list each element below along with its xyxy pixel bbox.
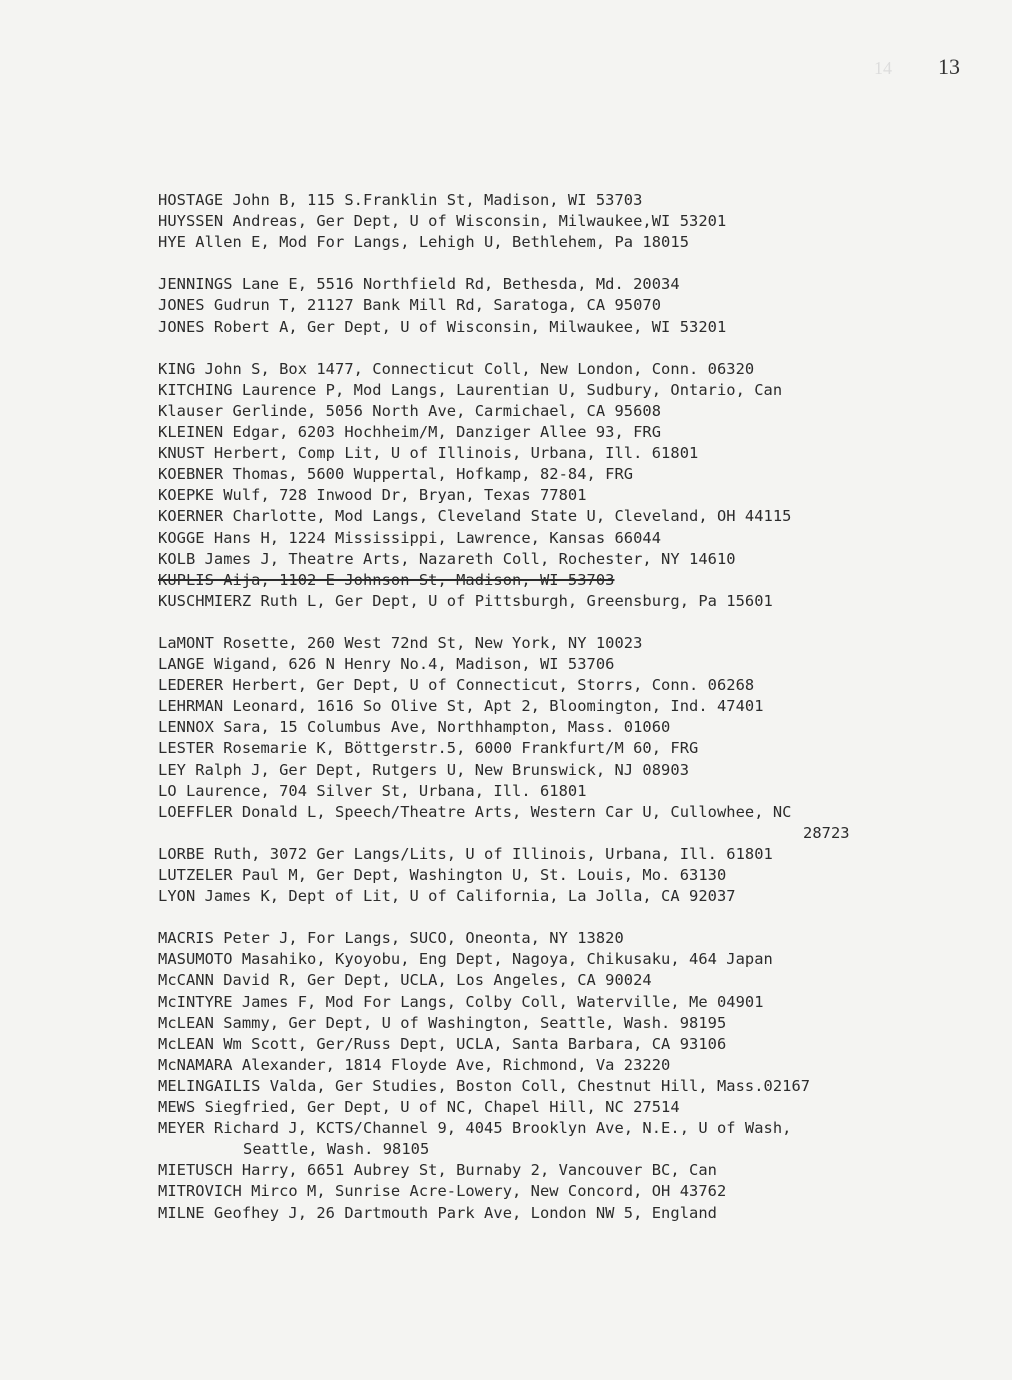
group-spacer [158,253,958,274]
directory-entry: McCANN David R, Ger Dept, UCLA, Los Angeles, CA 90024 [158,971,652,990]
directory-entry: LEHRMAN Leonard, 1616 So Olive St, Apt 2, Bloomington, Ind. 47401 [158,697,764,716]
directory-entry: McINTYRE James F, Mod For Langs, Colby Coll, Waterville, Me 04901 [158,992,764,1011]
directory-entry: LEDERER Herbert, Ger Dept, U of Connecticut, Storrs, Conn. 06268 [158,676,755,695]
directory-entry: KUSCHMIERZ Ruth L, Ger Dept, U of Pittsburgh, Greensburg, Pa 15601 [158,591,773,610]
directory-entry: LOEFFLER Donald L, Speech/Theatre Arts, Western Car U, Cullowhee, NC [158,802,792,821]
directory-entry: MASUMOTO Masahiko, Kyoyobu, Eng Dept, Nagoya, Chikusaku, 464 Japan [158,950,773,969]
directory-entry: LENNOX Sara, 15 Columbus Ave, Northhampton, Mass. 01060 [158,718,671,737]
directory-entry: JONES Gudrun T, 21127 Bank Mill Rd, Saratoga, CA 95070 [158,296,662,315]
directory-entry: LaMONT Rosette, 260 West 72nd St, New York, NY 10023 [158,633,643,652]
directory-entry: LO Laurence, 704 Silver St, Urbana, Ill. 61801 [158,781,587,800]
group-l [158,633,958,907]
faint-corner-mark: 14 [874,58,892,78]
directory-entry: HOSTAGE John B, 115 S.Franklin St, Madison, WI 53703 [158,191,643,209]
directory-entry: LYON James K, Dept of Lit, U of California, La Jolla, CA 92037 [158,887,736,906]
directory-entry: LORBE Ruth, 3072 Ger Langs/Lits, U of Illinois, Urbana, Ill. 61801 [158,844,773,863]
group-h [158,190,958,253]
directory-entry: MACRIS Peter J, For Langs, SUCO, Oneonta, NY 13820 [158,929,624,948]
directory-entry: KNUST Herbert, Comp Lit, U of Illinois, Urbana, Ill. 61801 [158,444,699,463]
directory-entry: LANGE Wigand, 626 N Henry No.4, Madison, WI 53706 [158,655,615,674]
directory-entry: KOERNER Charlotte, Mod Langs, Cleveland State U, Cleveland, OH 44115 [158,507,792,526]
directory-entry: KITCHING Laurence P, Mod Langs, Laurentian U, Sudbury, Ontario, Can [158,380,783,399]
directory-entry: LEY Ralph J, Ger Dept, Rutgers U, New Brunswick, NJ 08903 [158,760,690,779]
directory-entry: MEWS Siegfried, Ger Dept, U of NC, Chapel Hill, NC 27514 [158,1098,680,1117]
group-spacer [158,338,958,359]
directory-entry: MELINGAILIS Valda, Ger Studies, Boston Coll, Chestnut Hill, Mass.02167 [158,1076,811,1095]
directory-entry: MIETUSCH Harry, 6651 Aubrey St, Burnaby 2, Vancouver BC, Can [158,1161,717,1180]
directory-entry: HUYSSEN Andreas, Ger Dept, U of Wisconsin, Milwaukee,WI 53201 [158,212,727,231]
directory-entry: JENNINGS Lane E, 5516 Northfield Rd, Bethesda, Md. 20034 [158,275,680,294]
directory-entry: KOLB James J, Theatre Arts, Nazareth Coll, Rochester, NY 14610 [158,549,736,568]
directory-entry: KOEPKE Wulf, 728 Inwood Dr, Bryan, Texas 77801 [158,486,587,505]
directory-entry: HYE Allen E, Mod For Langs, Lehigh U, Bethlehem, Pa 18015 [158,233,690,252]
struck-entry: KUPLIS Aija, 1102 E Johnson St, Madison, WI 53703 [158,570,615,589]
directory-entry: JONES Robert A, Ger Dept, U of Wisconsin, Milwaukee, WI 53201 [158,317,727,336]
group-spacer [158,612,958,633]
directory-entry: McNAMARA Alexander, 1814 Floyde Ave, Richmond, Va 23220 [158,1055,671,1074]
directory-entry: KLEINEN Edgar, 6203 Hochheim/M, Danziger Allee 93, FRG [158,423,662,442]
entry-continuation: 28723 [803,823,850,842]
entry-continuation: Seattle, Wash. 98105 [243,1140,430,1159]
directory-entry: LESTER Rosemarie K, Böttgerstr.5, 6000 Frankfurt/M 60, FRG [158,739,699,758]
page-number: 13 [938,54,960,79]
group-m [158,928,958,1223]
directory-entry: McLEAN Sammy, Ger Dept, U of Washington, Seattle, Wash. 98195 [158,1013,727,1032]
directory-entry: MITROVICH Mirco M, Sunrise Acre-Lowery, New Concord, OH 43762 [158,1182,727,1201]
directory-entry: McLEAN Wm Scott, Ger/Russ Dept, UCLA, Santa Barbara, CA 93106 [158,1034,727,1053]
group-k [158,359,958,612]
directory-entry: Klauser Gerlinde, 5056 North Ave, Carmichael, CA 95608 [158,401,662,420]
directory-entry: LUTZELER Paul M, Ger Dept, Washington U, St. Louis, Mo. 63130 [158,866,727,884]
directory-entry: KOEBNER Thomas, 5600 Wuppertal, Hofkamp, 82-84, FRG [158,465,634,484]
group-spacer [158,907,958,928]
directory-entry: KING John S, Box 1477, Connecticut Coll, New London, Conn. 06320 [158,359,755,378]
directory-entry: KOGGE Hans H, 1224 Mississippi, Lawrence, Kansas 66044 [158,528,662,547]
address-directory [158,190,958,1224]
directory-entry: MILNE Geofhey J, 26 Dartmouth Park Ave, London NW 5, England [158,1203,717,1222]
group-j [158,274,958,337]
directory-entry: MEYER Richard J, KCTS/Channel 9, 4045 Brooklyn Ave, N.E., U of Wash, [158,1119,792,1138]
